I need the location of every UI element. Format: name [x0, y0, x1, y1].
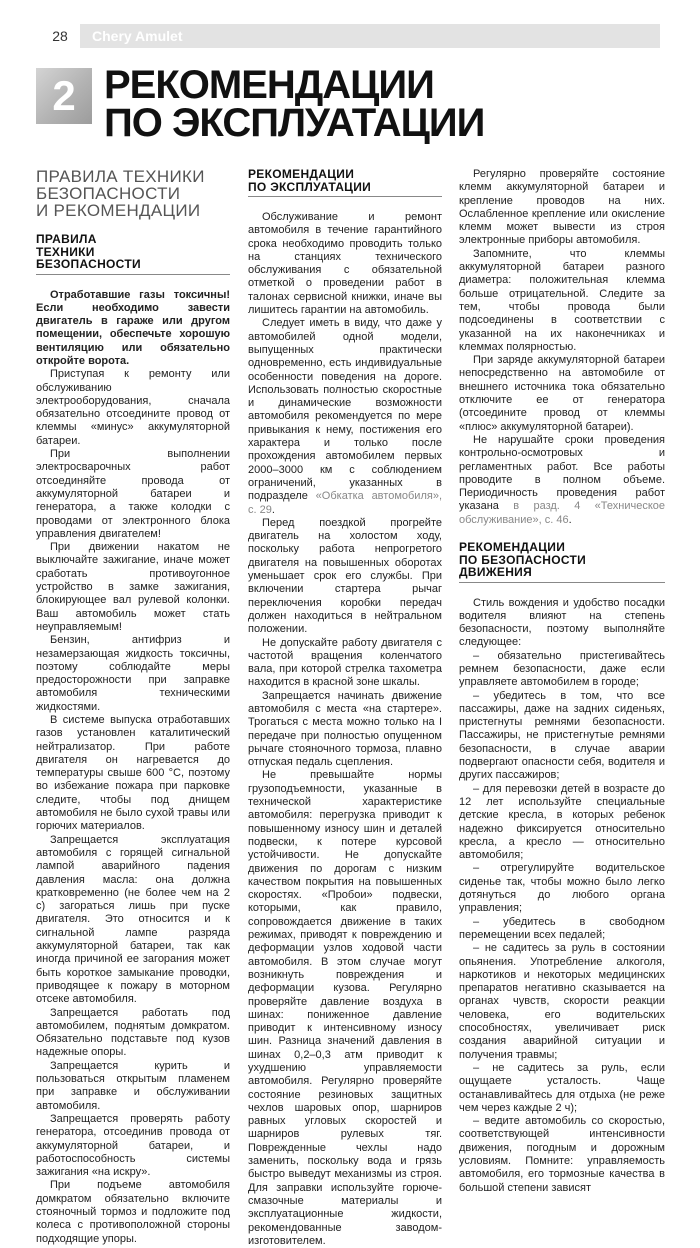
text-column-right — [459, 168, 665, 1195]
section-title: ПРАВИЛА ТЕХНИКИ БЕЗОПАСНОСТИ И РЕКОМЕНДАЦИИ — [36, 167, 205, 220]
paragraph: При заряде аккумуляторной батареи непосредственно на автомобиле от внешнего источника тока обязательно отключите ее от генератора (отсоедините провод от клеммы «плюс» аккумуляторной батареи). — [459, 354, 665, 433]
paragraph: Следует иметь в виду, что даже у автомобилей одной модели, выпущенных практически одновременно, есть индивидуальные особенности поведения на дороге. Использовать полностью скоростные и динамические возможности автомобиля рекомендуется по мере привыкания к нему, постижения его характера и только после прохождения автомобилем первых 2000–3000 км с соблюдением ограничений, указанных в подразделе «Обкатка автомобиля», с. 29. — [248, 317, 442, 516]
running-title: Chery Amulet — [92, 28, 183, 44]
list-item: – не садитесь за руль, если ощущаете усталость. Чаще останавливайтесь для отдыха (не реже чем через каждые 2 ч); — [459, 1061, 665, 1114]
list-item: – ведите автомобиль со скоростью, соответствующей интенсивности движения, погодным и дорожным условиям. Помните: управляемость автомобиля, его тормозные качества в большой степени зависят — [459, 1115, 665, 1194]
paragraph: Приступая к ремонту или обслуживанию электрооборудования, сначала обязательно отсоедините провод от клеммы «минус» аккумуляторной батареи. — [36, 368, 230, 447]
warning-paragraph: Отработавшие газы токсичны! Если необходимо завести двигатель в гараже или другом помещении, обеспечьте хорошую вентиляцию или обязательно откройте ворота. — [36, 288, 230, 367]
chapter-number-badge: 2 — [36, 68, 92, 124]
paragraph: При движении накатом не выключайте зажигание, иначе может сработать противоугонное устройство в замке зажигания, блокирующее вал рулевой колонки. Ваш автомобиль может стать неуправляемым! — [36, 541, 230, 633]
subsection-heading: РЕКОМЕНДАЦИИ ПО БЕЗОПАСНОСТИ ДВИЖЕНИЯ — [459, 541, 665, 583]
paragraph: Перед поездкой прогрейте двигатель на холостом ходу, поскольку работа непрогретого двигателя на повышенных оборотах уменьшает срок его службы. При включении стартера рычаг переключения коробки передач должен находиться в нейтральном положении. — [248, 516, 442, 636]
paragraph: Запрещается работать под автомобилем, поднятым домкратом. Обязательно подставьте под кузов надежные опоры. — [36, 1006, 230, 1059]
text-column-middle — [248, 168, 442, 1248]
chapter-title-line: ПО ЭКСПЛУАТАЦИИ — [104, 101, 485, 145]
paragraph: Не превышайте нормы грузоподъемности, указанные в технической характеристике автомобиля: перегрузка приводит к повышенному износу шин и деталей подвески, к потере курсовой устойчивости. Не допускайте движения по дорогам с низким качеством покрытия на повышенных скоростях. «Пробои» подвески, которыми, как правило, сопровождается движение в таких режимах, приводят к повреждению и деформации узлов ходовой части автомобиля. В этом случае могут возникнуть повреждения и деформации кузова. Регулярно проверяйте давление воздуха в шинах: пониженное давление приводит к интенсивному износу шин. Разница значений давления в шинах 0,2–0,3 атм приводит к ухудшению управляемости автомобиля. Регулярно проверяйте состояние резиновых защитных чехлов шаровых опор, шарниров равных угловых скоростей и шарниров рулевых тяг. Поврежденные чехлы надо заменить, поскольку вода и грязь быстро выведут механизмы из строя. Для заправки используйте горюче-смазочные материалы и эксплуатационные жидкости, рекомендованные заводом-изготовителем. — [248, 769, 442, 1247]
list-item: – отрегулируйте водительское сиденье так, чтобы можно было легко дотянуться до любого органа управления; — [459, 862, 665, 915]
list-item: – для перевозки детей в возрасте до 12 лет используйте специальные детские кресла, в которых ребенок надежно фиксируется относительно кресла, а кресло — относительно автомобиля; — [459, 782, 665, 862]
paragraph: Регулярно проверяйте состояние клемм аккумуляторной батареи и крепление проводов на них. Ослабленное крепление или окисление клемм может вывести из строя электронные приборы автомобиля. — [459, 168, 665, 247]
paragraph: Запрещается проверять работу генератора, отсоединив провода от аккумуляторной батареи, и работоспособность системы зажигания «на искру». — [36, 1112, 230, 1179]
paragraph: Обслуживание и ремонт автомобиля в течение гарантийного срока необходимо проводить только на станциях технического обслуживания с обязательной отметкой о проведении работ в талонах сервисной книжки, иначе вы лишитесь гарантии на автомобиль. — [248, 211, 442, 317]
subsection-heading: РЕКОМЕНДАЦИИ ПО ЭКСПЛУАТАЦИИ — [248, 168, 442, 197]
subsection-heading: ПРАВИЛА ТЕХНИКИ БЕЗОПАСНОСТИ — [36, 233, 230, 275]
paragraph: При подъеме автомобиля домкратом обязательно включите стояночный тормоз и подложите под колеса с противоположной стороны подходящие упоры. — [36, 1179, 230, 1245]
cross-reference-link[interactable]: «Обкатка автомобиля», с. 29 — [248, 490, 442, 516]
paragraph: Запрещается курить и пользоваться открытым пламенем при заправке и обслуживании автомобиля. — [36, 1059, 230, 1112]
list-item: – убедитесь в свободном перемещении всех педалей; — [459, 915, 665, 941]
paragraph: Не допускайте работу двигателя с частотой вращения коленчатого вала, при которой стрелка тахометра находится в красной зоне шкалы. — [248, 636, 442, 689]
list-item: – не садитесь за руль в состоянии опьянения. Употребление алкоголя, наркотиков и некоторых медицинских препаратов негативно сказывается на органах чувств, скорости реакции человека, его водительских способностях, увеличивает риск создания аварийной ситуации и получения травмы; — [459, 942, 665, 1061]
paragraph: Запомните, что клеммы аккумуляторной батареи разного диаметра: положительная клемма больше отрицательной. Следите за тем, чтобы провода были подсоединены в соответствии с указанной на их наконечниках и клеммах полярностью. — [459, 247, 665, 353]
list-item: – убедитесь в том, что все пассажиры, даже на задних сиденьях, пристегнуты ремнями безопасности. Пассажиры, не пристегнутые ремнями безопасности, в случае аварии подвергают опасности себя, водителя и других пассажиров; — [459, 689, 665, 782]
paragraph: Запрещается начинать движение автомобиля с места «на стартере». Трогаться с места можно только на I передаче при полностью опущенном рычаге стояночного тормоза, плавно отпуская педаль сцепления. — [248, 689, 442, 769]
page-number: 28 — [40, 24, 80, 48]
text-column-left — [36, 168, 230, 1246]
paragraph: При выполнении электросварочных работ отсоединяйте провода от аккумуляторной батареи и генератора, а также колодки с проводами от электронного блока управления двигателем! — [36, 448, 230, 540]
list-item: – обязательно пристегивайтесь ремнем безопасности, даже если управляете автомобилем в городе; — [459, 649, 665, 689]
paragraph: Запрещается эксплуатация автомобиля с горящей сигнальной лампой аварийного падения давления масла: она должна кратковременно (не более чем на 2 с) загораться лишь при пуске двигателя. Это относится и к сигнальной лампе разряда аккумуляторной батареи, так как иногда причиной ее загорания может быть короткое замыкание проводки, приводящее к пожару в моторном отсеке автомобиля. — [36, 833, 230, 1006]
chapter-title — [104, 63, 644, 145]
chapter-title-line: РЕКОМЕНДАЦИИ — [104, 63, 434, 107]
paragraph: Не нарушайте сроки проведения контрольно-осмотровых и регламентных работ. Все работы проводите в полном объеме. Периодичность проведения работ указана в разд. 4 «Техническое обслуживание», с. 46. — [459, 433, 665, 526]
paragraph: Бензин, антифриз и незамерзающая жидкость токсичны, поэтому соблюдайте меры предосторожности при заправке автомобиля техническими жидкостями. — [36, 634, 230, 713]
paragraph: В системе выпуска отработавших газов установлен каталитический нейтрализатор. При работе двигателя он нагревается до температуры свыше 600 °С, поэтому во избежание пожара при парковке следите, чтобы под днищем автомобиля не было сухой травы или горючих материалов. — [36, 714, 230, 833]
cross-reference-link[interactable]: в разд. 4 «Техническое обслуживание», с. 46 — [459, 500, 665, 526]
paragraph: Стиль вождения и удобство посадки водителя влияют на степень безопасности, поэтому выполняйте следующее: — [459, 596, 665, 649]
